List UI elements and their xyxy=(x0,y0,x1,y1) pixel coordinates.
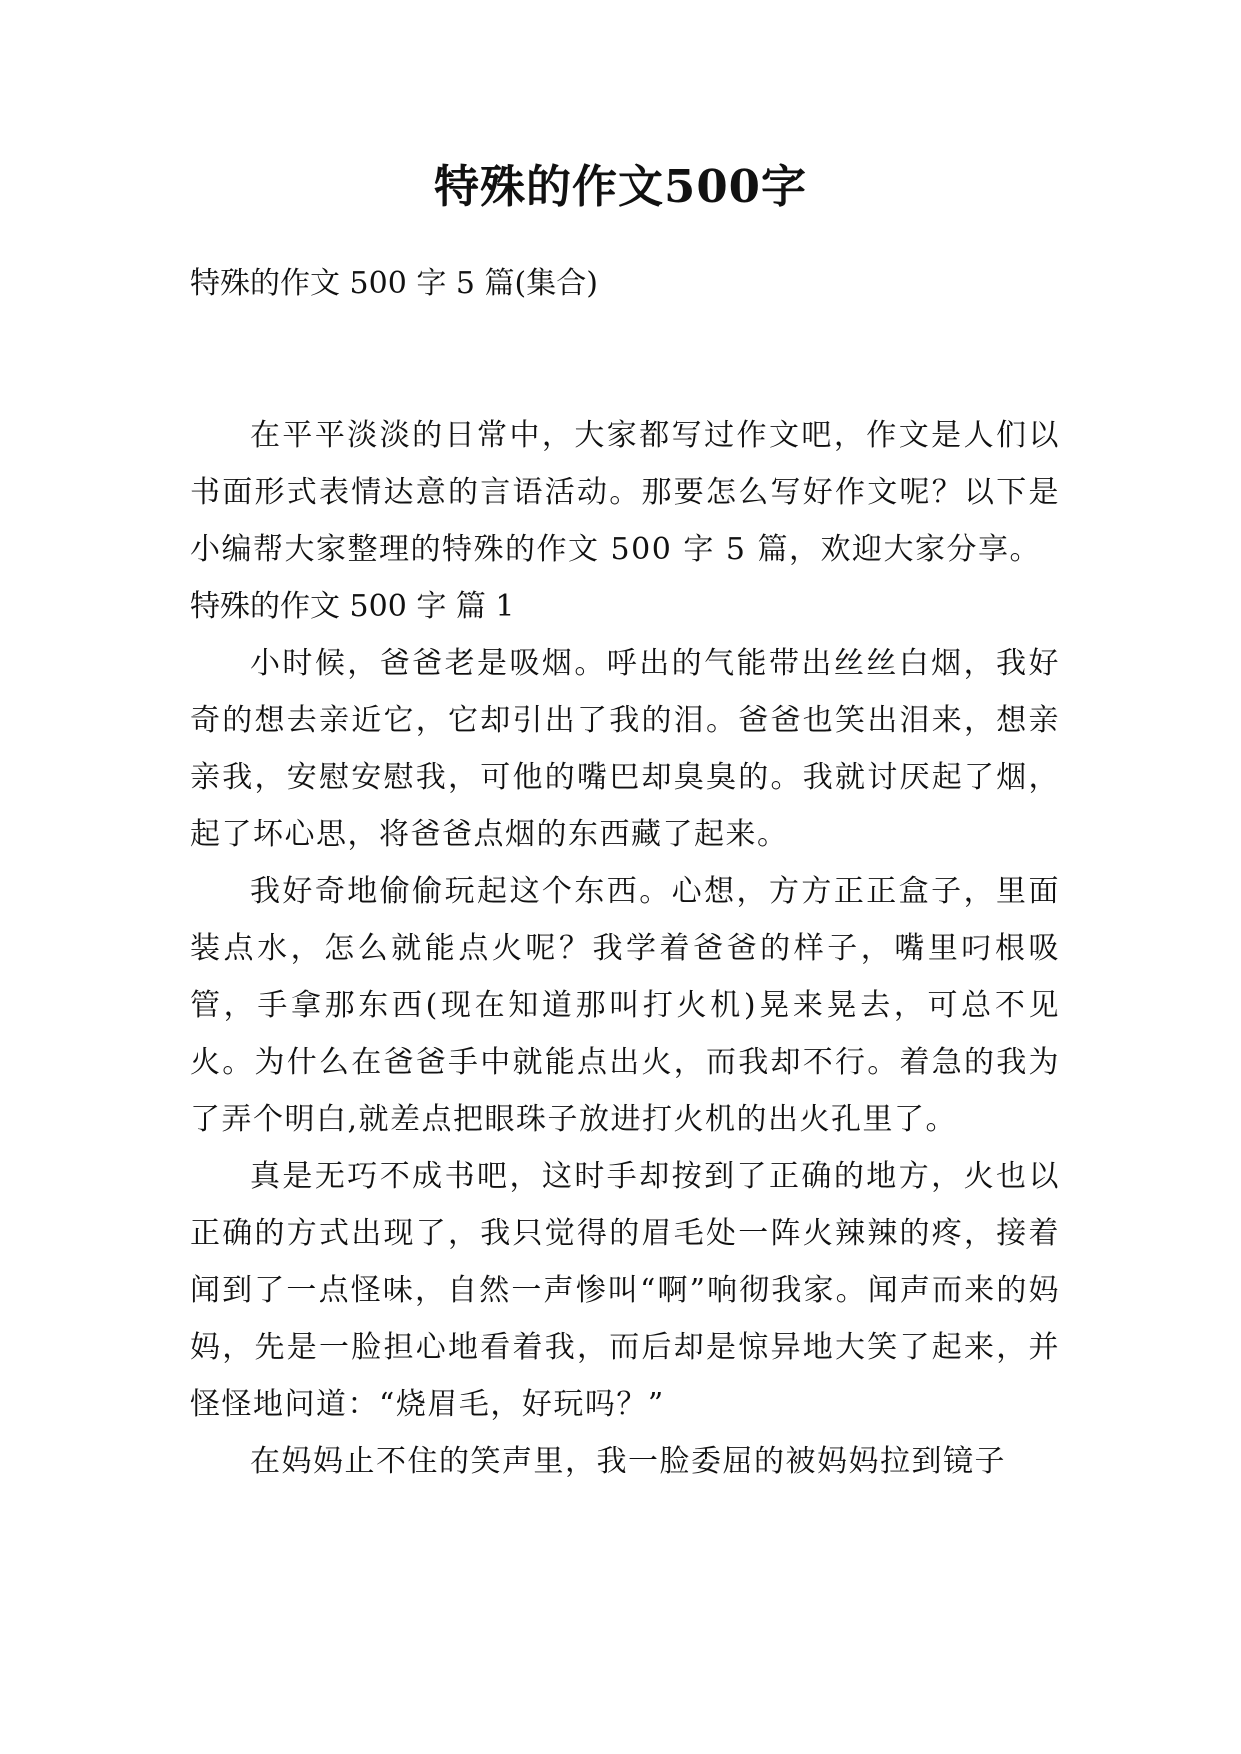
body-paragraph: 真是无巧不成书吧，这时手却按到了正确的地方，火也以正确的方式出现了，我只觉得的眉毛处一阵火辣辣的疼，接着闻到了一点怪味，自然一声惨叫“啊”响彻我家。闻声而来的妈妈，先是一脸担心地看着我，而后却是惊异地大笑了起来，并怪怪地问道：“烧眉毛，好玩吗？” xyxy=(190,1159,1060,1422)
section-heading: 特殊的作文 500 字 篇 1 xyxy=(190,589,515,624)
document-body xyxy=(190,407,1060,1490)
intro-paragraph: 在平平淡淡的日常中，大家都写过作文吧，作文是人们以书面形式表情达意的言语活动。那要怎么写好作文呢？以下是小编帮大家整理的特殊的作文 500 字 5 篇，欢迎大家分享。 xyxy=(190,418,1060,567)
document-subtitle: 特殊的作文 500 字 5 篇(集合) xyxy=(190,266,598,301)
body-paragraph: 我好奇地偷偷玩起这个东西。心想，方方正正盒子，里面装点水，怎么就能点火呢？我学着爸爸的样子，嘴里叼根吸管，手拿那东西(现在知道那叫打火机)晃来晃去，可总不见火。为什么在爸爸手中就能点出火，而我却不行。着急的我为了弄个明白,就差点把眼珠子放进打火机的出火孔里了。 xyxy=(190,874,1060,1137)
document-title: 特殊的作文500字 xyxy=(434,160,807,213)
body-paragraph: 在妈妈止不住的笑声里，我一脸委屈的被妈妈拉到镜子 xyxy=(250,1444,1006,1479)
body-paragraph: 小时候，爸爸老是吸烟。呼出的气能带出丝丝白烟，我好奇的想去亲近它，它却引出了我的泪。爸爸也笑出泪来，想亲亲我，安慰安慰我，可他的嘴巴却臭臭的。我就讨厌起了烟，起了坏心思，将爸爸点烟的东西藏了起来。 xyxy=(190,646,1060,852)
